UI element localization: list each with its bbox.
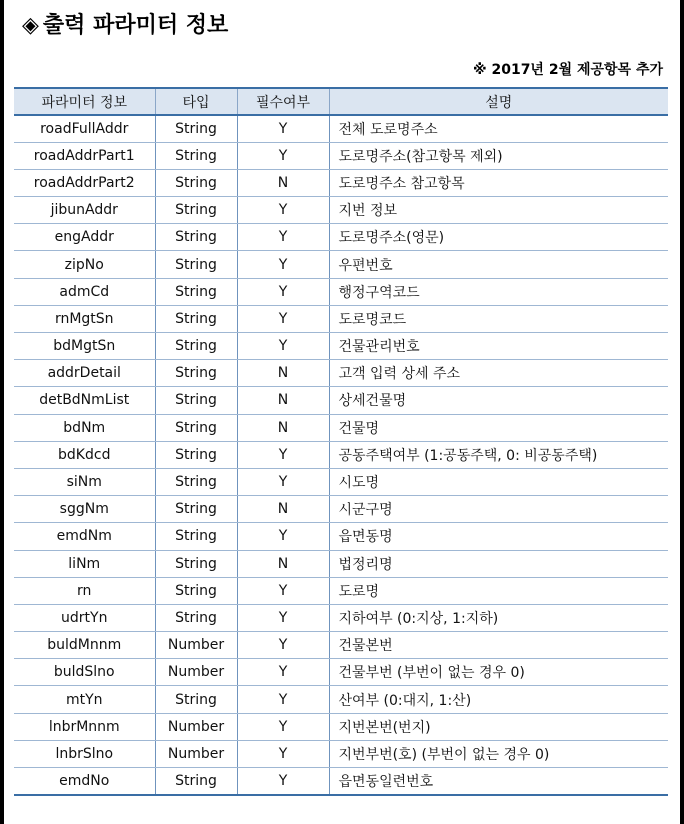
description-cell: 도로명주소(참고항목 제외): [329, 142, 668, 169]
description-cell: 도로명코드: [329, 305, 668, 332]
section-title: [22, 8, 228, 39]
param-name-cell: buldMnnm: [14, 632, 155, 659]
param-name-cell: buldSlno: [14, 659, 155, 686]
type-cell: String: [155, 496, 237, 523]
required-cell: Y: [237, 468, 329, 495]
description-cell: 도로명주소 참고항목: [329, 169, 668, 196]
required-cell: N: [237, 496, 329, 523]
type-cell: String: [155, 441, 237, 468]
param-name-cell: zipNo: [14, 251, 155, 278]
param-name-cell: bdKdcd: [14, 441, 155, 468]
required-cell: Y: [237, 686, 329, 713]
output-parameter-table: [14, 87, 668, 796]
required-cell: Y: [237, 740, 329, 767]
table-row: [14, 142, 668, 169]
table-row: [14, 659, 668, 686]
param-name-cell: lnbrSlno: [14, 740, 155, 767]
type-cell: String: [155, 604, 237, 631]
param-name-cell: roadAddrPart2: [14, 169, 155, 196]
param-name-cell: bdNm: [14, 414, 155, 441]
type-cell: String: [155, 115, 237, 142]
param-name-cell: bdMgtSn: [14, 333, 155, 360]
param-name-cell: rn: [14, 577, 155, 604]
description-cell: 읍면동일련번호: [329, 768, 668, 795]
table-row: [14, 550, 668, 577]
table-row: [14, 713, 668, 740]
table-row: [14, 360, 668, 387]
param-name-cell: rnMgtSn: [14, 305, 155, 332]
section-title-text: 출력 파라미터 정보: [42, 13, 229, 38]
type-cell: String: [155, 414, 237, 441]
table-row: [14, 115, 668, 142]
table-row: [14, 169, 668, 196]
description-cell: 지번부번(호) (부번이 없는 경우 0): [329, 740, 668, 767]
param-name-cell: detBdNmList: [14, 387, 155, 414]
table-row: [14, 768, 668, 795]
type-cell: String: [155, 224, 237, 251]
header-description: 설명: [329, 88, 668, 115]
table-row: [14, 740, 668, 767]
type-cell: String: [155, 468, 237, 495]
required-cell: N: [237, 550, 329, 577]
required-cell: Y: [237, 197, 329, 224]
description-cell: 건물부번 (부번이 없는 경우 0): [329, 659, 668, 686]
description-cell: 시도명: [329, 468, 668, 495]
param-name-cell: udrtYn: [14, 604, 155, 631]
type-cell: Number: [155, 659, 237, 686]
table-row: [14, 523, 668, 550]
description-cell: 건물관리번호: [329, 333, 668, 360]
required-cell: N: [237, 414, 329, 441]
required-cell: Y: [237, 713, 329, 740]
table-row: [14, 632, 668, 659]
required-cell: Y: [237, 768, 329, 795]
diamond-bullet-icon: ◈: [22, 13, 39, 38]
type-cell: String: [155, 278, 237, 305]
required-cell: Y: [237, 115, 329, 142]
type-cell: String: [155, 169, 237, 196]
description-cell: 시군구명: [329, 496, 668, 523]
required-cell: N: [237, 169, 329, 196]
table-row: [14, 197, 668, 224]
param-name-cell: engAddr: [14, 224, 155, 251]
table-row: [14, 251, 668, 278]
required-cell: Y: [237, 441, 329, 468]
document-page: [4, 0, 680, 824]
param-name-cell: sggNm: [14, 496, 155, 523]
type-cell: Number: [155, 713, 237, 740]
table-row: [14, 224, 668, 251]
type-cell: String: [155, 577, 237, 604]
required-cell: Y: [237, 278, 329, 305]
description-cell: 건물명: [329, 414, 668, 441]
description-cell: 행정구역코드: [329, 278, 668, 305]
param-name-cell: admCd: [14, 278, 155, 305]
type-cell: Number: [155, 740, 237, 767]
required-cell: Y: [237, 224, 329, 251]
required-cell: Y: [237, 659, 329, 686]
description-cell: 고객 입력 상세 주소: [329, 360, 668, 387]
update-note: ※ 2017년 2월 제공항목 추가: [472, 62, 663, 78]
type-cell: String: [155, 251, 237, 278]
description-cell: 산여부 (0:대지, 1:산): [329, 686, 668, 713]
table-row: [14, 604, 668, 631]
param-name-cell: emdNo: [14, 768, 155, 795]
table-row: [14, 686, 668, 713]
table-row: [14, 468, 668, 495]
required-cell: Y: [237, 251, 329, 278]
table-row: [14, 496, 668, 523]
type-cell: String: [155, 686, 237, 713]
description-cell: 읍면동명: [329, 523, 668, 550]
description-cell: 지번 정보: [329, 197, 668, 224]
header-type: 타입: [155, 88, 237, 115]
required-cell: Y: [237, 305, 329, 332]
description-cell: 법정리명: [329, 550, 668, 577]
type-cell: String: [155, 333, 237, 360]
param-name-cell: addrDetail: [14, 360, 155, 387]
description-cell: 전체 도로명주소: [329, 115, 668, 142]
type-cell: String: [155, 197, 237, 224]
required-cell: N: [237, 360, 329, 387]
type-cell: String: [155, 360, 237, 387]
table-row: [14, 387, 668, 414]
param-name-cell: roadFullAddr: [14, 115, 155, 142]
required-cell: N: [237, 387, 329, 414]
type-cell: String: [155, 768, 237, 795]
type-cell: String: [155, 550, 237, 577]
param-name-cell: jibunAddr: [14, 197, 155, 224]
param-name-cell: mtYn: [14, 686, 155, 713]
required-cell: Y: [237, 577, 329, 604]
table-header-row: [14, 88, 668, 115]
required-cell: Y: [237, 523, 329, 550]
header-param: 파라미터 정보: [14, 88, 155, 115]
description-cell: 우편번호: [329, 251, 668, 278]
description-cell: 지하여부 (0:지상, 1:지하): [329, 604, 668, 631]
param-name-cell: emdNm: [14, 523, 155, 550]
param-name-cell: lnbrMnnm: [14, 713, 155, 740]
required-cell: Y: [237, 604, 329, 631]
table-row: [14, 577, 668, 604]
type-cell: String: [155, 523, 237, 550]
required-cell: Y: [237, 632, 329, 659]
table-row: [14, 305, 668, 332]
type-cell: Number: [155, 632, 237, 659]
table-row: [14, 278, 668, 305]
description-cell: 도로명주소(영문): [329, 224, 668, 251]
table-row: [14, 441, 668, 468]
param-name-cell: roadAddrPart1: [14, 142, 155, 169]
param-name-cell: siNm: [14, 468, 155, 495]
description-cell: 도로명: [329, 577, 668, 604]
description-cell: 지번본번(번지): [329, 713, 668, 740]
description-cell: 상세건물명: [329, 387, 668, 414]
required-cell: Y: [237, 142, 329, 169]
description-cell: 건물본번: [329, 632, 668, 659]
required-cell: Y: [237, 333, 329, 360]
type-cell: String: [155, 142, 237, 169]
description-cell: 공동주택여부 (1:공동주택, 0: 비공동주택): [329, 441, 668, 468]
param-name-cell: liNm: [14, 550, 155, 577]
type-cell: String: [155, 305, 237, 332]
table-row: [14, 414, 668, 441]
header-required: 필수여부: [237, 88, 329, 115]
table-row: [14, 333, 668, 360]
type-cell: String: [155, 387, 237, 414]
